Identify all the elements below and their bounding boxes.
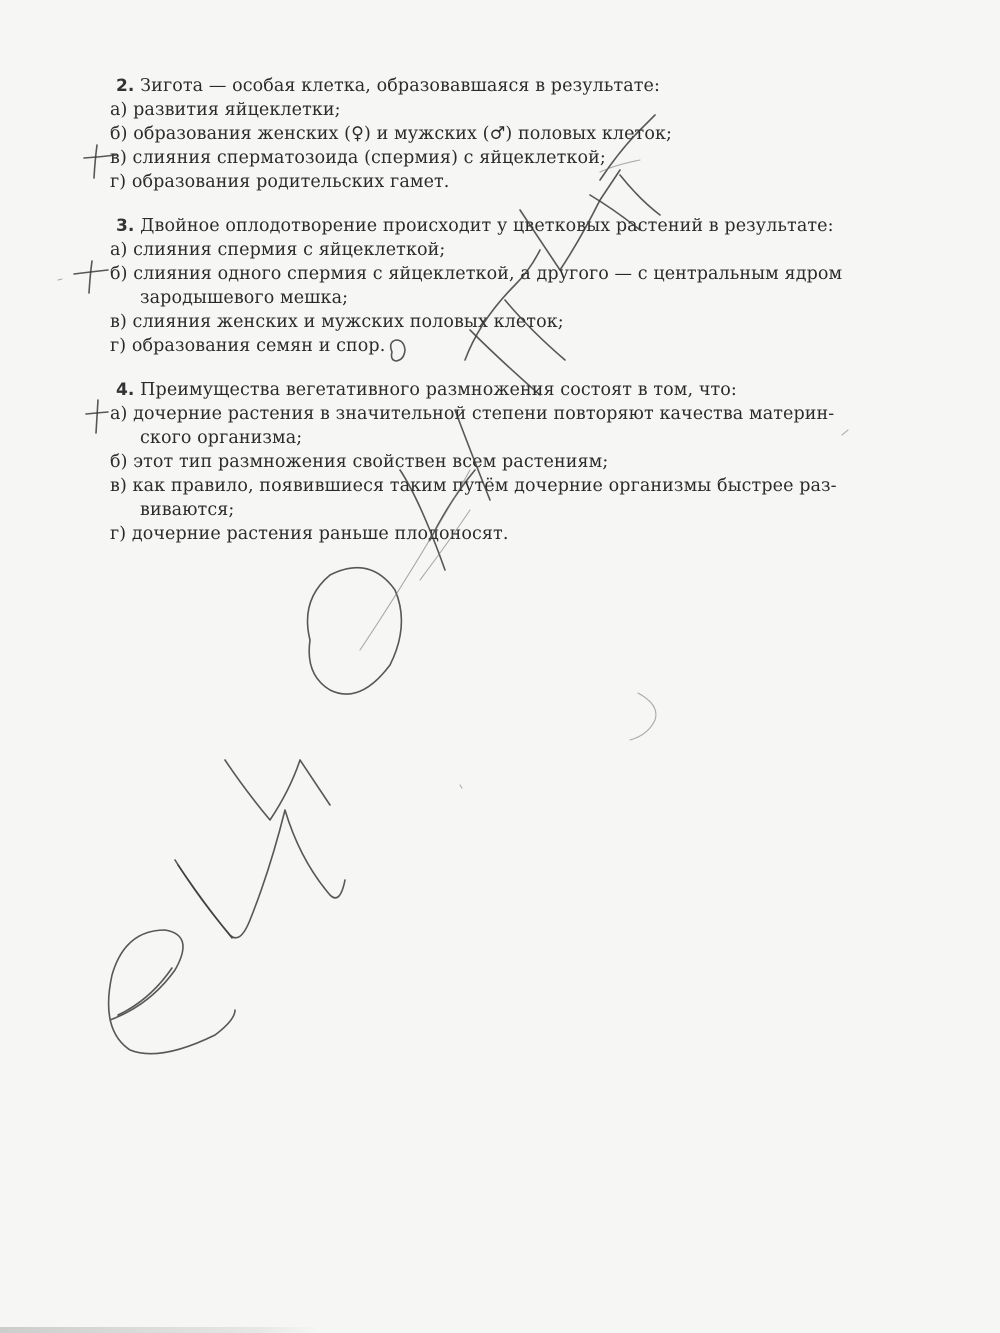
question-4-option-c-line1: в) как правило, появившиеся таким путём дочерние организмы быстрее раз- (110, 476, 837, 496)
answer-mark-q3 (58, 261, 108, 293)
question-2-option-a: а) развития яйцеклетки; (110, 100, 341, 120)
question-4 (110, 378, 870, 546)
question-4-number: 4. (116, 380, 135, 400)
question-3-number: 3. (116, 216, 135, 236)
question-4-option-d: г) дочерние растения раньше плодоносят. (110, 524, 509, 544)
question-2-option-c: в) слияния сперматозоида (спермия) с яйцеклеткой; (110, 148, 606, 168)
question-4-option-c-line2: виваются; (140, 500, 235, 520)
question-2 (110, 74, 870, 194)
question-3-text: Двойное оплодотворение происходит у цветковых растений в результате: (140, 216, 834, 236)
question-2-option-d: г) образования родительских гамет. (110, 172, 450, 192)
scan-edge-shadow (0, 1327, 320, 1333)
question-2-text: Зигота — особая клетка, образовавшаяся в результате: (140, 76, 660, 96)
question-3-option-b-line1: б) слияния одного спермия с яйцеклеткой, а другого — с центральным ядром (110, 264, 843, 284)
question-3-option-b-line2: зародышевого мешка; (140, 288, 349, 308)
question-2-option-b: б) образования женских (♀) и мужских (♂) половых клеток; (110, 124, 672, 144)
question-4-stem (110, 378, 870, 402)
question-3-stem (110, 214, 870, 238)
question-3-option-a: а) слияния спермия с яйцеклеткой; (110, 240, 446, 260)
question-4-option-a-line1: а) дочерние растения в значительной степени повторяют качества материн- (110, 404, 835, 424)
question-4-option-a-line2: ского организма; (140, 428, 303, 448)
question-4-text: Преимущества вегетативного размножения состоят в том, что: (140, 380, 737, 400)
question-2-number: 2. (116, 76, 135, 96)
question-3 (110, 214, 870, 358)
answer-mark-q4 (86, 400, 108, 433)
question-3-option-d: г) образования семян и спор. (110, 336, 386, 356)
question-3-option-c: в) слияния женских и мужских половых клеток; (110, 312, 564, 332)
question-2-stem (110, 74, 870, 98)
question-4-option-b: б) этот тип размножения свойствен всем растениям; (110, 452, 609, 472)
